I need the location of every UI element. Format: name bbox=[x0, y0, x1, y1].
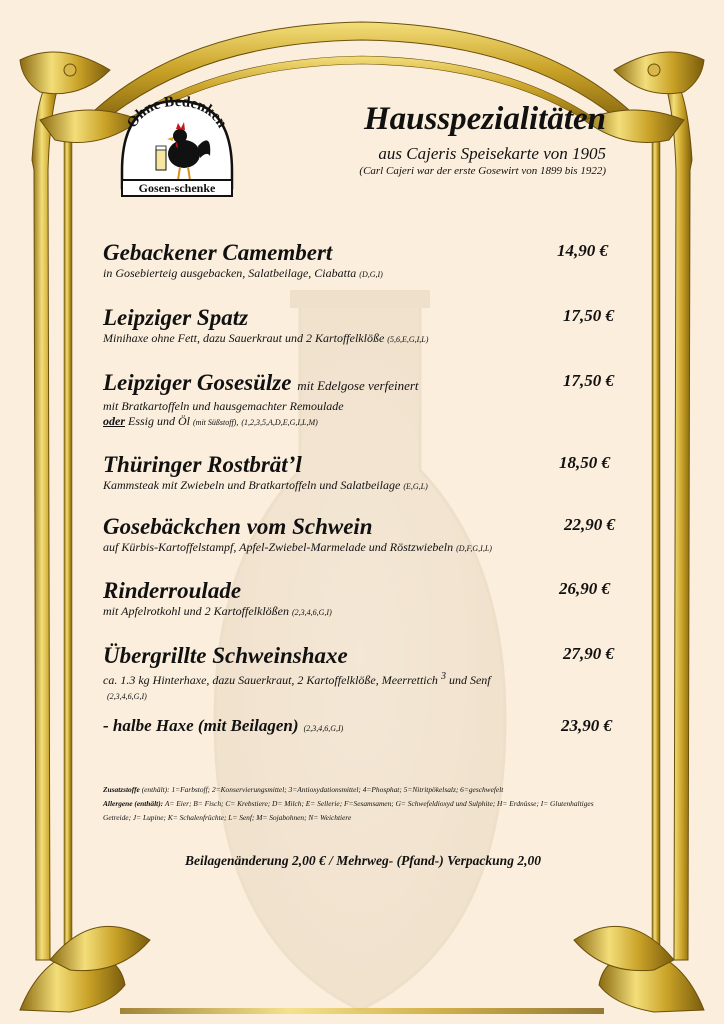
item-price: 14,90 € bbox=[557, 241, 608, 260]
item-price: 17,50 € bbox=[563, 371, 614, 390]
menu-item bbox=[103, 642, 623, 704]
menu-item bbox=[103, 513, 623, 556]
item-description: auf Kürbis-Kartoffelstampf, Apfel-Zwiebel-Marmelade und Röstzwiebeln (D,F,G,I,L) bbox=[103, 540, 492, 554]
item-allergen-codes: (2,3,4,6,G,I) bbox=[291, 608, 332, 617]
item-name: Gosebäckchen vom Schwein bbox=[103, 514, 373, 539]
page-subnote: (Carl Cajeri war der erste Gosewirt von 1899 bis 1922) bbox=[359, 165, 606, 177]
item-name: Leipziger Spatz bbox=[103, 305, 249, 330]
oder-label: oder bbox=[103, 414, 125, 428]
menu-header bbox=[359, 100, 606, 178]
item-allergen-codes: (D,G,I) bbox=[359, 270, 383, 279]
item-description: in Gosebierteig ausgebacken, Salatbeilage, Ciabatta (D,G,I) bbox=[103, 266, 383, 280]
item-description: ca. 1.3 kg Hinterhaxe, dazu Sauerkraut, 2 Kartoffelklöße, Meerrettich $^3$ und Senf bbox=[103, 671, 491, 687]
page-title: Hausspezialitäten bbox=[363, 101, 606, 137]
item-allergen-codes: (2,3,4,6,G,I) bbox=[303, 724, 344, 733]
additives-note: Zusatzstoffe (enthält): 1=Farbstoff; 2=Konservierungsmittel; 3=Antioxydationsmittel; 4=Phosphat; 5=Nitritpökelsalz; 6=geschwefelt bbox=[103, 785, 504, 794]
item-price: 27,90 € bbox=[563, 644, 614, 663]
item-description-codes bbox=[103, 688, 623, 704]
item-price: 23,90 € bbox=[561, 716, 612, 735]
menu-item bbox=[103, 577, 623, 620]
item-price: 17,50 € bbox=[563, 306, 614, 325]
item-description: Kammsteak mit Zwiebeln und Bratkartoffeln und Salatbeilage (E,G,L) bbox=[103, 478, 428, 492]
item-allergen-codes: (5,6,E,G,I,L) bbox=[387, 335, 429, 344]
menu-item bbox=[103, 451, 623, 494]
menu-item bbox=[103, 369, 623, 430]
menu-item bbox=[103, 239, 623, 282]
menu-item bbox=[103, 304, 623, 347]
item-price: 22,90 € bbox=[564, 515, 615, 534]
footnotes bbox=[103, 783, 623, 825]
item-name: - halbe Haxe (mit Beilagen) bbox=[103, 716, 299, 735]
item-allergen-codes: (2,3,4,6,G,I) bbox=[107, 692, 147, 701]
item-price: 26,90 € bbox=[559, 579, 610, 598]
item-allergen-codes: (D,F,G,I,L) bbox=[456, 544, 492, 553]
gosenschenke-logo bbox=[112, 96, 242, 206]
item-name: Gebackener Camembert bbox=[103, 240, 333, 265]
item-name: Rinderroulade bbox=[103, 578, 242, 603]
item-name: Übergrillte Schweinshaxe bbox=[103, 643, 348, 668]
item-description: Minihaxe ohne Fett, dazu Sauerkraut und 2 Kartoffelklöße (5,6,E,G,I,L) bbox=[103, 331, 429, 345]
rooster-logo-icon bbox=[112, 96, 242, 206]
logo-bottom-text: Gosen-schenke bbox=[138, 181, 216, 195]
logo-top-text: Ohne Bedenken bbox=[124, 96, 230, 131]
item-description: mit Apfelrotkohl und 2 Kartoffelklößen (2,3,4,6,G,I) bbox=[103, 604, 332, 618]
bottom-note: Beilagenänderung 2,00 € / Mehrweg- (Pfand-) Verpackung 2,00 bbox=[185, 853, 541, 868]
item-price: 18,50 € bbox=[559, 453, 610, 472]
page-subtitle: aus Cajeris Speisekarte von 1905 bbox=[378, 144, 606, 163]
item-description-alt: oder Essig und Öl (mit Süßstoff), (1,2,3,5,A,D,E,G,I,L,M) bbox=[103, 414, 318, 428]
item-allergen-codes: (E,G,L) bbox=[403, 482, 428, 491]
item-allergen-codes: (1,2,3,5,A,D,E,G,I,L,M) bbox=[241, 418, 318, 427]
item-description: mit Bratkartoffeln und hausgemachter Remoulade bbox=[103, 399, 344, 413]
allergens-note: Allergene (enthält): A= Eier; B= Fisch; C= Krebstiere; D= Milch; E= Sellerie; F=Sesamsamen; G= Schwefeldioxyd und Sulphite; H= Erdnüsse; I= Glutenhaltiges Getreide; J= Lupine; K= Schalenfrüchte; L= Senf; M= Sojabohnen; N= Weichtiere bbox=[103, 799, 594, 822]
menu-item-half-portion bbox=[103, 716, 623, 736]
item-name: Thüringer Rostbrät’l bbox=[103, 452, 302, 477]
item-name: Leipziger Gosesülze mit Edelgose verfeinert bbox=[103, 370, 419, 395]
item-inline-note: mit Edelgose verfeinert bbox=[297, 378, 419, 393]
